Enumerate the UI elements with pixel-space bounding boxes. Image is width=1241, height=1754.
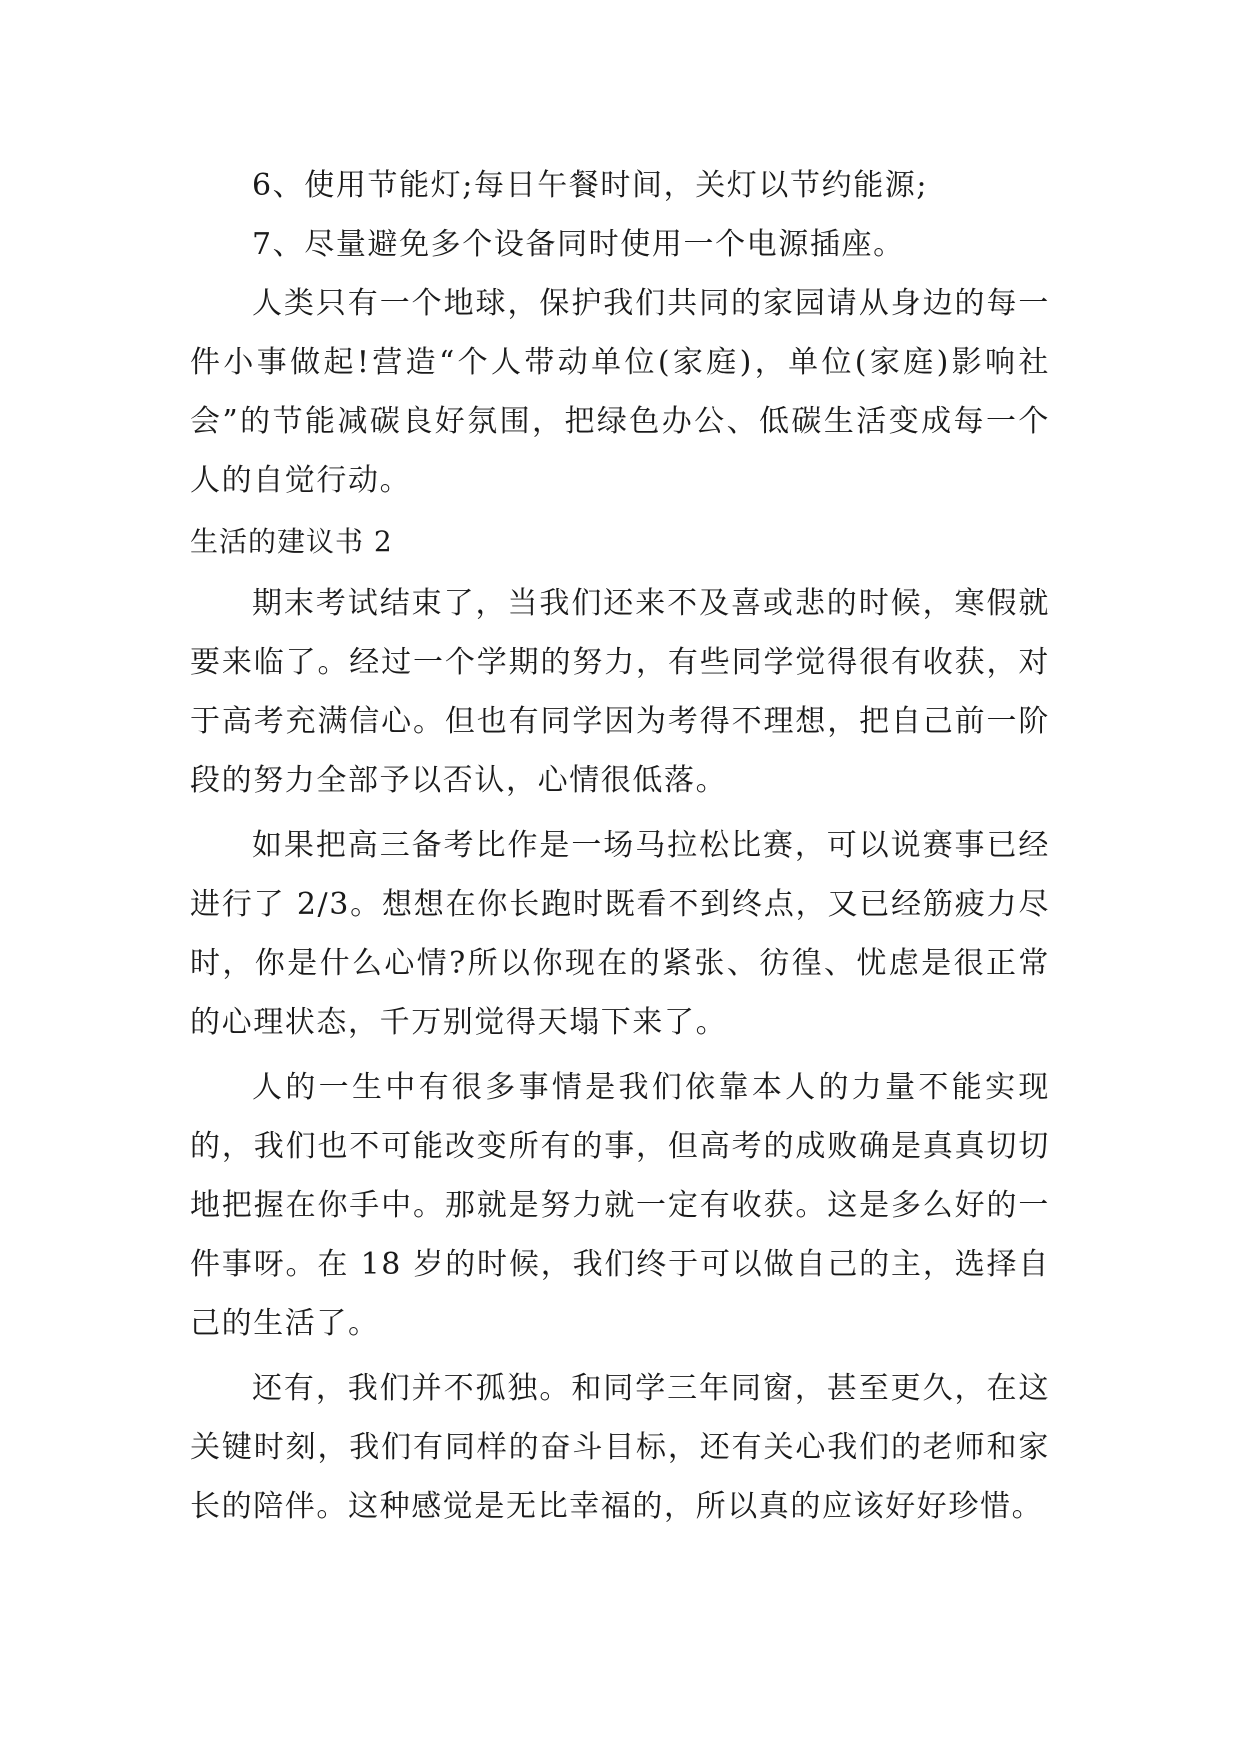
section-heading: 生活的建议书 2 — [190, 525, 393, 558]
paragraph: 还有，我们并不孤独。和同学三年同窗，甚至更久，在这关键时刻，我们有同样的奋斗目标，还有关心我们的老师和家长的陪伴。这种感觉是无比幸福的，所以真的应该好好珍惜。 — [190, 1371, 1050, 1524]
list-item: 6、使用节能灯;每日午餐时间，关灯以节约能源; — [252, 168, 929, 203]
paragraph: 期末考试结束了，当我们还来不及喜或悲的时候，寒假就要来临了。经过一个学期的努力，有些同学觉得很有收获，对于高考充满信心。但也有同学因为考得不理想，把自己前一阶段的努力全部予以否认，心情很低落。 — [190, 586, 1050, 798]
paragraph: 如果把高三备考比作是一场马拉松比赛，可以说赛事已经进行了 2/3。想想在你长跑时既看不到终点，又已经筋疲力尽时，你是什么心情?所以你现在的紧张、彷徨、忧虑是很正常的心理状态，千万别觉得天塌下来了。 — [190, 828, 1050, 1040]
document-body — [190, 156, 1050, 1542]
paragraph: 人的一生中有很多事情是我们依靠本人的力量不能实现的，我们也不可能改变所有的事，但高考的成败确是真真切切地把握在你手中。那就是努力就一定有收获。这是多么好的一件事呀。在 18 岁的时候，我们终于可以做自己的主，选择自己的生活了。 — [190, 1070, 1050, 1341]
list-item: 7、尽量避免多个设备同时使用一个电源插座。 — [252, 227, 905, 262]
intro-paragraph: 人类只有一个地球，保护我们共同的家园请从身边的每一件小事做起!营造“个人带动单位(家庭)，单位(家庭)影响社会”的节能减碳良好氛围，把绿色办公、低碳生活变成每一个人的自觉行动。 — [190, 286, 1050, 498]
